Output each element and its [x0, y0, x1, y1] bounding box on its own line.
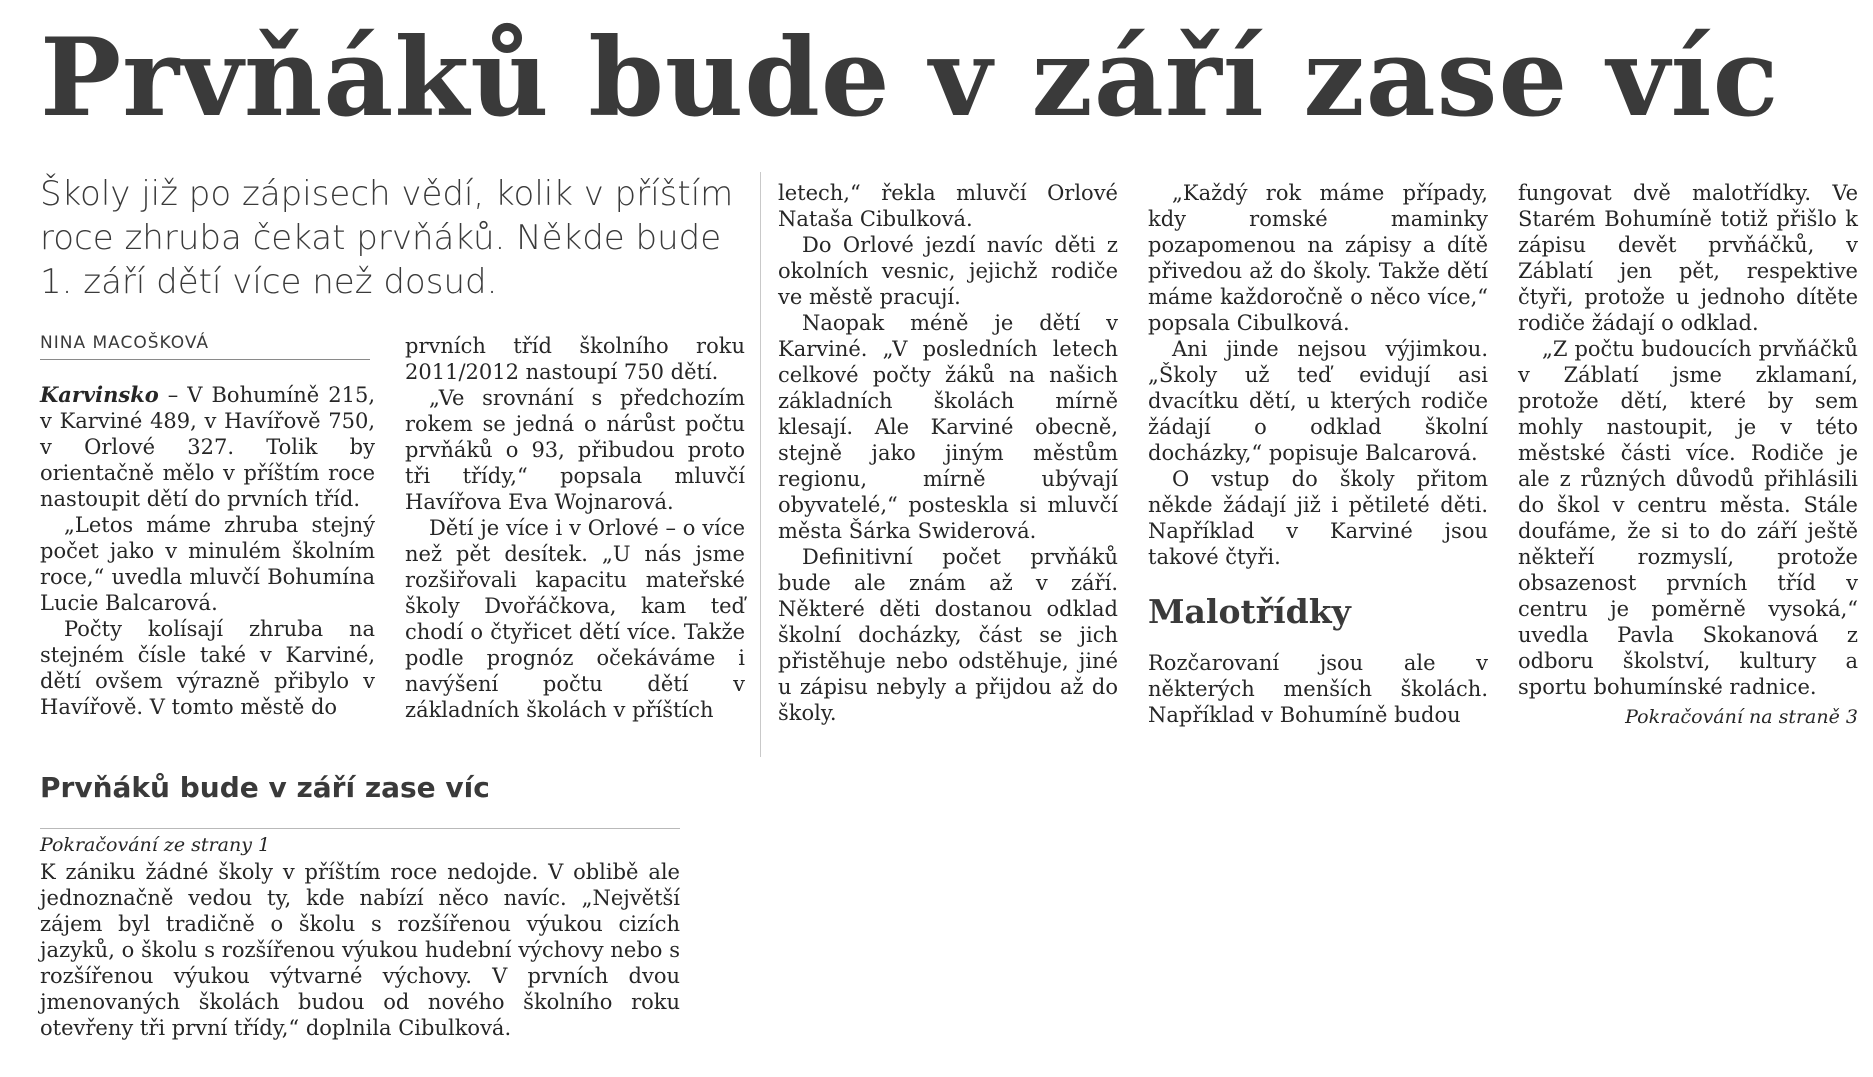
paragraph: fungovat dvě malotřídky. Ve Starém Bohumíně totiž přišlo k zápisu devět prvňáčků, v Záblatí jen pět, respektive čtyři, protože u jednoho dítěte rodiče žádají o odklad. — [1518, 181, 1858, 335]
article-headline: Prvňáků bude v září zase víc — [40, 15, 1780, 141]
paragraph: O vstup do školy přitom někde žádají již i pětileté děti. Například v Karviné jsou takové čtyři. — [1148, 467, 1488, 569]
paragraph: Počty kolísají zhruba na stejném čísle také v Karviné, dětí ovšem výrazně přibylo v Havířově. V tomto městě do — [40, 617, 375, 719]
continuation-headline: Prvňáků bude v září zase víc — [40, 771, 490, 804]
continuation-body — [40, 828, 680, 1041]
paragraph: „Ve srovnání s předchozím rokem se jedná o nárůst počtu prvňáků o 93, přibudou proto tři třídy,“ popsala mluvčí Havířova Eva Wojnarová. — [405, 386, 745, 514]
byline: NINA MACOŠKOVÁ — [40, 333, 370, 360]
section-subhead: Malotřídky — [1148, 592, 1351, 631]
article-column-4 — [1148, 180, 1488, 728]
article-column-5 — [1518, 180, 1858, 730]
article-column-1 — [40, 382, 375, 720]
article-column-2 — [405, 333, 745, 723]
article-column-3 — [778, 180, 1118, 726]
paragraph: Definitivní počet prvňáků bude ale znám až v září. Některé děti dostanou odklad školní docházky, část se jich přistěhuje nebo odstěhuje, jiné u zápisu nebyly a přijdou až do školy. — [778, 545, 1118, 725]
paragraph: „Každý rok máme případy, kdy romské maminky pozapomenou na zápisy a dítě přivedou až do školy. Takže dětí máme každoročně o něco více,“ popsala Cibulková. — [1148, 181, 1488, 335]
paragraph — [40, 382, 375, 512]
paragraph: „Letos máme zhruba stejný počet jako v minulém školním roce,“ uvedla mluvčí Bohumína Lucie Balcarová. — [40, 513, 375, 615]
paragraph: Naopak méně je dětí v Karviné. „V posledních letech celkové počty žáků na našich základních školách mírně klesají. Ale Karviné obecně, stejně jako jiným městům regionu, mírně ubývají obyvatelé,“ posteskla si mluvčí města Šárka Swiderová. — [778, 311, 1118, 543]
article-lede — [40, 172, 740, 304]
paragraph: Do Orlové jezdí navíc děti z okolních vesnic, jejichž rodiče ve městě pracují. — [778, 233, 1118, 309]
paragraph: Dětí je více i v Orlové – o více než pět desítek. „U nás jsme rozšiřovali kapacitu mateřské školy Dvořáčkova, kam teď chodí o čtyřicet dětí více. Takže podle prognóz očekáváme i navýšení počtu dětí v základních školách v příštích — [405, 516, 745, 722]
lede-text: Školy již po zápisech vědí, kolik v příštím roce zhruba čekat prvňáků. Někde bude 1. září dětí více než dosud. — [40, 174, 734, 302]
continued-on-note: Pokračování na straně 3 — [1625, 706, 1858, 728]
paragraph: prvních tříd školního roku 2011/2012 nastoupí 750 dětí. — [405, 334, 745, 384]
column-divider — [760, 172, 761, 757]
paragraph: letech,“ řekla mluvčí Orlové Nataša Cibulková. — [778, 181, 1118, 231]
paragraph: Ani jinde nejsou výjimkou. „Školy už teď evidují asi dvacítku dětí, u kterých rodiče žádají o odklad školní docházky,“ popisuje Balcarová. — [1148, 337, 1488, 465]
dateline-place: Karvinsko — [40, 382, 159, 407]
paragraph: K zániku žádné školy v příštím roce nedojde. V oblibě ale jednoznačně vedou ty, kde nabízí něco navíc. „Největší zájem byl tradičně o školu s rozšířenou výukou cizích jazyků, o školu s rozšířenou výukou hudební výchovy nebo s rozšířenou výukou výtvarné výchovy. V prvních dvou jmenovaných školách budou od nového školního roku otevřeny tři první třídy,“ doplnila Cibulková. — [40, 860, 680, 1040]
paragraph: „Z počtu budoucích prvňáčků v Záblatí jsme zklamaní, protože dětí, které by sem mohly nastoupit, je v této městské části více. Rodiče je ale z různých důvodů přihlásili do škol v centru města. Stále doufáme, že si to do září ještě někteří rozmyslí, protože obsazenost prvních tříd v centru je poměrně vysoká,“ uvedla Pavla Skokanová z odboru školství, kultury a sportu bohumínské radnice. — [1518, 337, 1858, 699]
continued-from-note: Pokračování ze strany 1 — [40, 828, 680, 857]
paragraph-text: – V Bohumíně 215, v Karviné 489, v Havířově 750, v Orlové 327. Tolik by orientačně mělo v příštím roce nastoupit dětí do prvních tříd. — [40, 383, 375, 511]
paragraph: Rozčarovaní jsou ale v některých menších školách. Například v Bohumíně budou — [1148, 651, 1488, 727]
